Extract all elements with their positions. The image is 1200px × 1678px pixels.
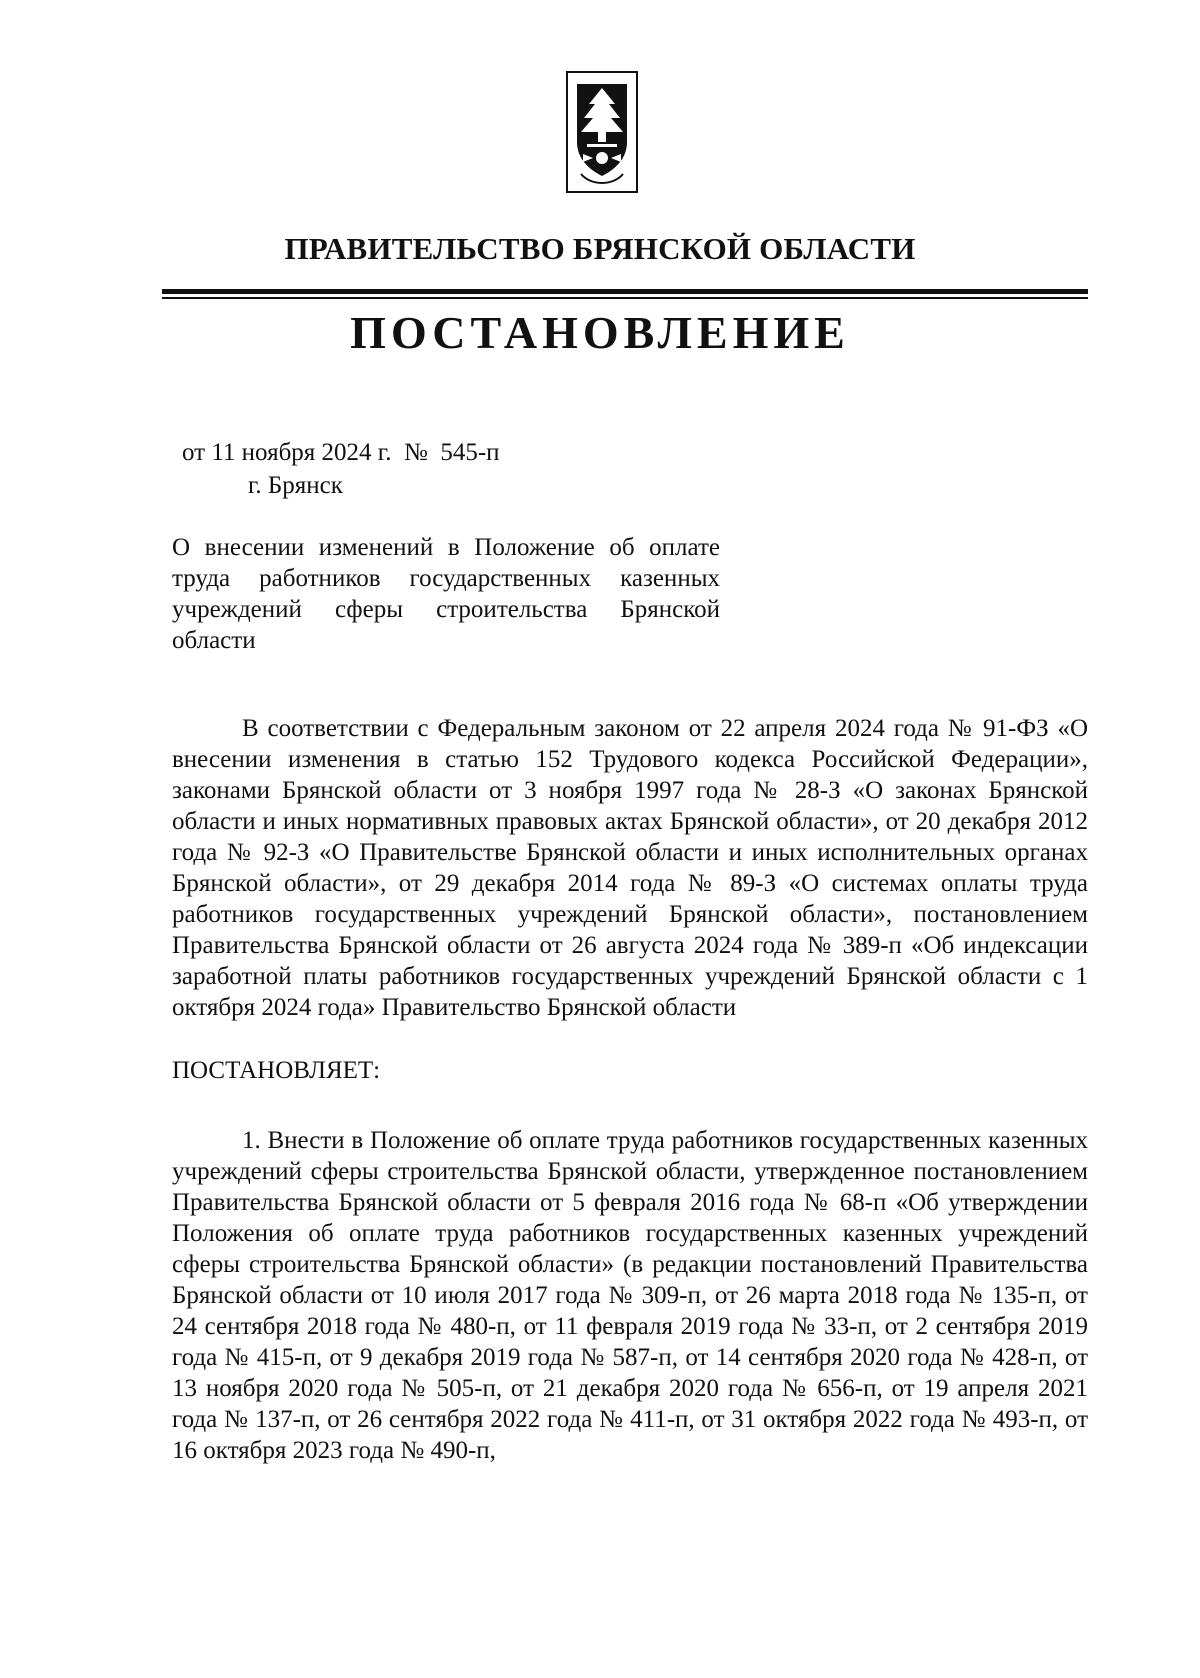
header-divider-thin [162, 297, 1088, 299]
preamble-paragraph: В соответствии с Федеральным законом от 22 апреля 2024 года № 91-ФЗ «О внесении изменения в статью 152 Трудового кодекса Российской Федерации», законами Брянской области от 3 ноября 1997 года № 28-З «О законах Брянской области и иных нормативных правовых актах Брянской области», от 20 декабря 2012 года № 92-З «О Правительстве Брянской области и иных исполнительных органах Брянской области», от 29 декабря 2014 года № 89-З «О системах оплаты труда работников государственных учреждений Брянской области», постановлением Правительства Брянской области от 26 августа 2024 года № 389-п «Об индексации заработной платы работников государственных учреждений Брянской области с 1 октября 2024 года» Правительство Брянской области [172, 715, 1088, 1021]
document-city: г. Брянск [248, 472, 343, 499]
document-type-title: ПОСТАНОВЛЕНИЕ [350, 307, 850, 358]
document-date-number: от 11 ноября 2024 г. № 545-п [182, 439, 500, 466]
document-subject: О внесении изменений в Положение об оплате труда работников государственных казенных учреждений сферы строительства Брянской области [172, 534, 720, 654]
header-divider-thick [162, 289, 1088, 294]
decree-word: ПОСТАНОВЛЯЕТ: [172, 1057, 381, 1084]
organization-name: ПРАВИТЕЛЬСТВО БРЯНСКОЙ ОБЛАСТИ [284, 231, 916, 266]
coat-of-arms-icon [565, 70, 639, 194]
decree-item-1: 1. Внести в Положение об оплате труда работников государственных казенных учреждений сферы строительства Брянской области, утвержденное постановлением Правительства Брянской области от 5 февраля 2016 года № 68-п «Об утверждении Положения об оплате труда работников государственных казенных учреждений сферы строительства Брянской области» (в редакции постановлений Правительства Брянской области от 10 июля 2017 года № 309-п, от 26 марта 2018 года № 135-п, от 24 сентября 2018 года № 480-п, от 11 февраля 2019 года № 33-п, от 2 сентября 2019 года № 415-п, от 9 декабря 2019 года № 587-п, от 14 сентября 2020 года № 428-п, от 13 ноября 2020 года № 505-п, от 21 декабря 2020 года № 656-п, от 19 апреля 2021 года № 137-п, от 26 сентября 2022 года № 411-п, от 31 октября 2022 года № 493-п, от 16 октября 2023 года № 490-п, [172, 1127, 1088, 1464]
